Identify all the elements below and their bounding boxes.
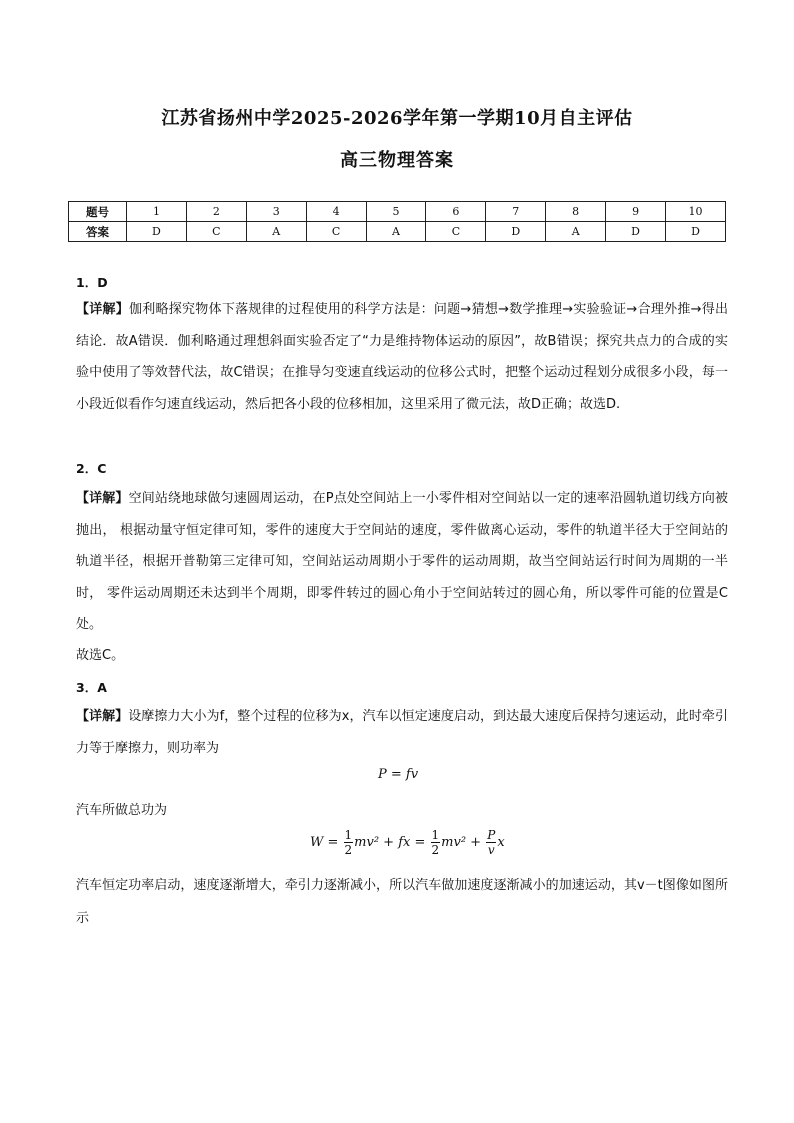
formula-middle-2: mv² + <box>441 835 482 850</box>
q3-detail-tag: 【详解】 <box>76 709 129 724</box>
document-title: 江苏省扬州中学2025-2026学年第一学期10月自主评估 <box>161 108 633 129</box>
formula-tail: x <box>497 835 505 850</box>
answer-cell: D <box>606 222 666 242</box>
q2-detail-tag: 【详解】 <box>76 491 129 506</box>
fraction-numerator: 1 <box>431 828 440 842</box>
fraction-denominator: 2 <box>344 843 353 857</box>
fraction-one-half <box>344 828 354 857</box>
q1-explanation <box>76 294 728 420</box>
fraction-denominator: 2 <box>431 843 440 857</box>
fraction-denominator: v <box>487 843 495 857</box>
q3-explanation-2: 汽车恒定功率启动，速度逐渐增大，牵引力逐渐减小，所以汽车做加速度逐渐减小的加速运动，其v－t图像如图所示 <box>76 878 728 926</box>
answer-cell: A <box>366 222 426 242</box>
answer-cell: D <box>666 222 726 242</box>
answer-cell: D <box>486 222 546 242</box>
q2-explanation <box>76 483 728 641</box>
question-number-cell: 3 <box>246 202 306 222</box>
answer-cell: C <box>186 222 246 242</box>
question-number-cell: 10 <box>666 202 726 222</box>
fraction-p-over-v <box>486 828 496 857</box>
question-number-cell: 5 <box>366 202 426 222</box>
q3-explanation <box>76 701 728 764</box>
question-number-cell: 1 <box>127 202 187 222</box>
q3-total-work-label: 汽车所做总功为 <box>76 803 168 818</box>
q3-explanation-text: 设摩擦力大小为f，整个过程的位移为x，汽车以恒定速度启动，到达最大速度后保持匀速运动，此时牵引力等于摩擦力，则功率为 <box>76 709 728 756</box>
q3-heading: 3．A <box>76 680 107 695</box>
answer-cell: D <box>127 222 187 242</box>
fraction-one-half <box>431 828 441 857</box>
answer-cell: C <box>426 222 486 242</box>
q2-heading: 2．C <box>76 461 107 476</box>
answer-table-number-row <box>69 202 726 222</box>
formula-power: P = fv <box>378 767 419 782</box>
q1-heading: 1．D <box>76 275 108 290</box>
answer-cell: A <box>246 222 306 242</box>
question-number-cell: 2 <box>186 202 246 222</box>
answer-table <box>68 201 726 242</box>
q2-conclusion: 故选C。 <box>76 648 125 663</box>
formula-lhs: W = <box>310 835 339 850</box>
formula-total-work <box>310 828 505 857</box>
question-number-cell: 4 <box>306 202 366 222</box>
question-number-cell: 8 <box>546 202 606 222</box>
q1-detail-tag: 【详解】 <box>76 302 130 317</box>
row-label-question-number: 题号 <box>69 202 127 222</box>
q2-explanation-text: 空间站绕地球做匀速圆周运动，在P点处空间站上一小零件相对空间站以一定的速率沿圆轨道切线方向被抛出， 根据动量守恒定律可知，零件的速度大于空间站的速度，零件做离心运动，零件的轨道半径大于空间站的轨道半径，根据开普勒第三定律可知，空间站运动周期小于零件的运动周期，故当空间站运行时间为周期的一半时， 零件运动周期还未达到半个周期，即零件转过的圆心角小于空间站转过的圆心角，所以零件可能的位置是C处。 <box>76 491 728 633</box>
fraction-numerator: P <box>487 828 496 842</box>
answer-cell: A <box>546 222 606 242</box>
q1-explanation-text: 伽利略探究物体下落规律的过程使用的科学方法是：问题→猜想→数学推理→实验验证→合理外推→得出结论．故A错误．伽利略通过理想斜面实验否定了“力是维持物体运动的原因”，故B错误；探究共点力的合成的实验中使用了等效替代法，故C错误；在推导匀变速直线运动的位移公式时，把整个运动过程划分成很多小段，每一小段近似看作匀速直线运动，然后把各小段的位移相加，这里采用了微元法，故D正确；故选D. <box>76 302 728 412</box>
row-label-answer: 答案 <box>69 222 127 242</box>
fraction-numerator: 1 <box>344 828 353 842</box>
answer-cell: C <box>306 222 366 242</box>
question-number-cell: 7 <box>486 202 546 222</box>
answer-table-answer-row <box>69 222 726 242</box>
question-number-cell: 9 <box>606 202 666 222</box>
question-number-cell: 6 <box>426 202 486 222</box>
document-subtitle: 高三物理答案 <box>340 150 454 171</box>
formula-middle-1: mv² + fx = <box>354 835 426 850</box>
